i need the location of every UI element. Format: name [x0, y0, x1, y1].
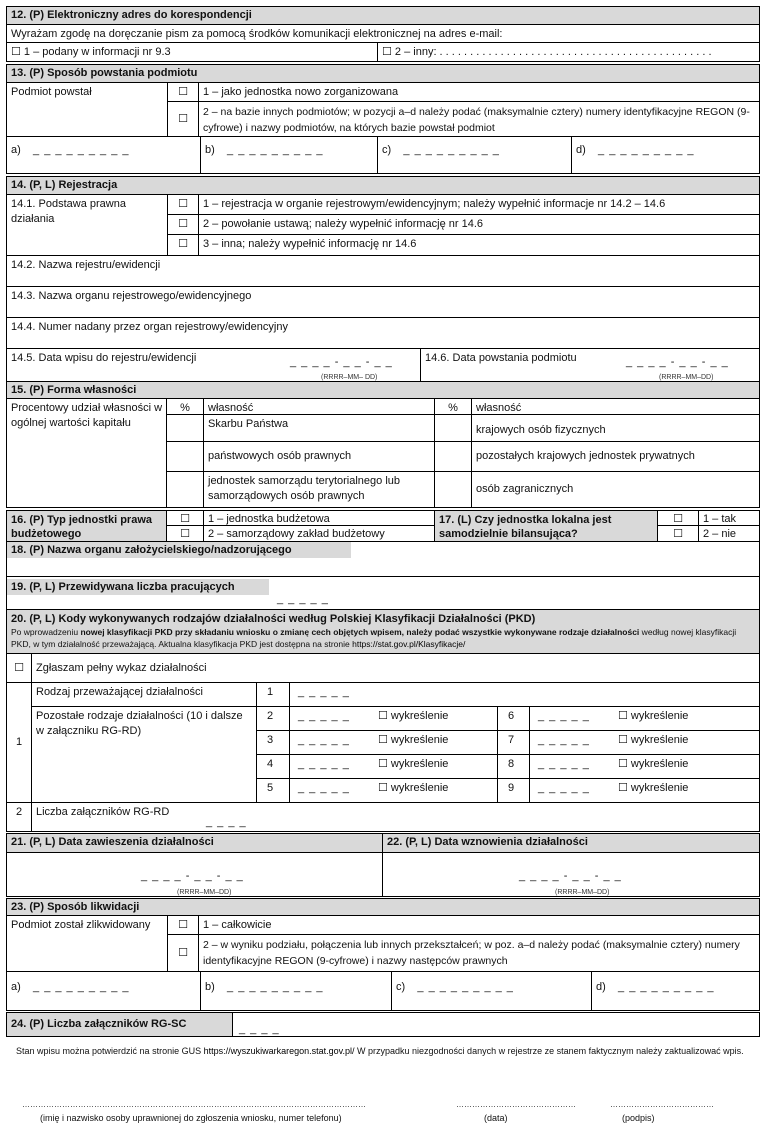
s20-code-3-dash: _ _ _ _ _: [298, 734, 350, 746]
s15-pct-header-1: [166, 398, 204, 415]
s15-row-5-text: pozostałych krajowych jednostek prywatnych: [476, 450, 695, 462]
s22-title: 22. (P, L) Data wznowienia działalności: [387, 836, 588, 848]
s17-opt2-text: 2 – nie: [703, 528, 737, 540]
pkd-link[interactable]: https://stat.gov.pl/Klasyfikacje/: [352, 639, 466, 649]
s20-code-2-dash: _ _ _ _ _: [298, 710, 350, 722]
checkbox-icon: ☐: [673, 528, 683, 540]
s20-note-2: według nowej klasyfikacji PKD, w tym działalność przeważającą. Aktualna klasyfikacja PKD jest dostępna na stronie: [11, 627, 737, 649]
s20-del-2[interactable]: ☐ wykreślenie: [378, 710, 449, 722]
s15-pct-header-2: [434, 398, 472, 415]
s20-code-1-number: [256, 682, 290, 707]
own-label: własność: [208, 402, 254, 414]
checkbox-icon: ☐: [178, 238, 188, 250]
s15-pct-input-6[interactable]: [434, 471, 472, 508]
s20-one: 1: [15, 736, 23, 748]
s20-num-6: [497, 706, 530, 731]
s13-b-label: b): [205, 144, 215, 156]
s12-opt2-label: ☐ 2 – inny: . . . . . . . . . . . . . . . . . . . . . . . . . . . . . . . . . . . . . . . . . . . . .: [382, 46, 712, 58]
s14-1-label: [6, 194, 168, 256]
s20-del-8[interactable]: ☐ wykreślenie: [618, 758, 689, 770]
checkbox-icon: ☐: [180, 513, 190, 525]
s15-pct-input-2[interactable]: [166, 441, 204, 472]
s14-opt1-text: 1 – rejestracja w organie rejestrowym/ewidencyjnym; należy wypełnić informacje nr 14.2 – 14.6: [203, 198, 666, 210]
s14-5-dash: _ _ _ _ - _ _ - _ _: [290, 356, 393, 368]
s16-opt1-text: 1 – jednostka budżetowa: [208, 513, 330, 525]
s14-2-text: 14.2. Nazwa rejestru/ewidencji: [11, 259, 161, 271]
s23-opt2: [198, 934, 760, 972]
s21-date-field[interactable]: [6, 852, 383, 897]
s14-3-field[interactable]: [6, 286, 760, 318]
signature-dots-name[interactable]: [22, 1100, 448, 1109]
s20-code-5-dash: _ _ _ _ _: [298, 782, 350, 794]
s14-6-text: 14.6. Data powstania podmiotu: [425, 352, 577, 364]
s15-pct-input-5[interactable]: [434, 441, 472, 472]
s20-num-4-text: 4: [267, 758, 274, 770]
s22-format: (RRRR–MM–DD): [555, 889, 610, 896]
checkbox-icon: ☐: [178, 198, 188, 210]
s20-num-4: [256, 754, 290, 779]
s20-code-7-field[interactable]: [529, 730, 760, 755]
s24-dash: _ _ _ _: [239, 1023, 280, 1035]
s17-opt1: [698, 510, 760, 526]
signature-dots-sign[interactable]: [610, 1100, 728, 1109]
s20-num-9: [497, 778, 530, 803]
s19-title: 19. (P, L) Przewidywana liczba pracujących: [11, 581, 235, 593]
s20-num-2: [256, 706, 290, 731]
s20-code-4-field[interactable]: [289, 754, 498, 779]
s23-b-dash: _ _ _ _ _ _ _ _ _: [227, 981, 324, 993]
s20-two: 2: [15, 806, 23, 818]
s14-4-field[interactable]: [6, 317, 760, 349]
s13-b-dash: _ _ _ _ _ _ _ _ _: [227, 144, 324, 156]
s15-row-3: [203, 471, 435, 508]
s14-title: 14. (P, L) Rejestracja: [11, 179, 118, 191]
s13-title: 13. (P) Sposób powstania podmiotu: [11, 67, 198, 79]
s16-title: 16. (P) Typ jednostki prawa budżetowego: [11, 514, 152, 540]
s15-row-1: [203, 414, 435, 442]
s15-label-text: Procentowy udział własności w ogólnej wartości kapitału: [11, 402, 163, 429]
s13-checkbox-1[interactable]: [167, 82, 199, 102]
s14-1-text: 14.1. Podstawa prawna działania: [11, 198, 126, 225]
s14-6-format: (RRRR–MM–DD): [659, 374, 714, 381]
s20-code-8-field[interactable]: [529, 754, 760, 779]
s15-row-2-text: państwowych osób prawnych: [208, 450, 352, 462]
s14-opt2-text: 2 – powołanie ustawą; należy wypełnić informację nr 14.6: [203, 218, 484, 230]
s23-opt1: [198, 915, 760, 935]
s15-own-header-2: [471, 398, 760, 415]
s22-dash: _ _ _ _ - _ _ - _ _: [519, 870, 622, 882]
s23-a-dash: _ _ _ _ _ _ _ _ _: [33, 981, 130, 993]
regon-link[interactable]: https://wyszukiwarkaregon.stat.gov.pl/: [203, 1046, 355, 1056]
pct-label: %: [180, 402, 190, 414]
s15-row-4-text: krajowych osób fizycznych: [476, 424, 606, 436]
s13-label-text: Podmiot powstał: [11, 86, 92, 98]
s14-checkbox-2[interactable]: [167, 214, 199, 235]
s23-checkbox-2[interactable]: [167, 934, 199, 972]
s23-header: [6, 898, 760, 916]
s20-main-label: [31, 682, 257, 707]
s15-row-2: [203, 441, 435, 472]
s20-main-text: Rodzaj przeważającej działalności: [36, 686, 203, 698]
s20-code-1-field[interactable]: [289, 682, 760, 707]
s20-note-bold: nowej klasyfikacji PKD przy składaniu wniosku o zmianę cech objętych wpisem, należy podać wszystkie wykonywane rodzaje działalności: [80, 627, 640, 637]
s13-header: [6, 64, 760, 83]
s23-field-c[interactable]: [391, 971, 592, 1011]
s20-del-7[interactable]: ☐ wykreślenie: [618, 734, 689, 746]
s12-title: 12. (P) Elektroniczny adres do korespondencji: [11, 9, 252, 21]
s23-field-b[interactable]: [200, 971, 392, 1011]
s14-opt2: [198, 214, 760, 235]
s20-header: [6, 609, 760, 654]
s20-title: 20. (P, L) Kody wykonywanych rodzajów działalności według Polskiej Klasyfikacji Działalności (PKD): [11, 613, 536, 625]
s18-title: 18. (P) Nazwa organu założycielskiego/nadzorującego: [11, 544, 292, 556]
s20-code-6-dash: _ _ _ _ _: [538, 710, 590, 722]
s23-field-d[interactable]: [591, 971, 760, 1011]
s23-checkbox-1[interactable]: [167, 915, 199, 935]
s14-6-dash: _ _ _ _ - _ _ - _ _: [626, 356, 729, 368]
s20-count-text: Liczba załączników RG-RD: [36, 806, 170, 818]
pct-label: %: [448, 402, 458, 414]
checkbox-icon: ☐: [178, 86, 188, 98]
dots-3: …………………………………: [610, 1100, 714, 1109]
s21-header: [6, 833, 383, 853]
s23-c-dash: _ _ _ _ _ _ _ _ _: [417, 981, 514, 993]
s15-title: 15. (P) Forma własności: [11, 384, 137, 396]
s16-opt2-text: 2 – samorządowy zakład budżetowy: [208, 528, 385, 540]
s15-pct-input-1[interactable]: [166, 414, 204, 442]
caption-date: [484, 1113, 508, 1123]
s22-date-field[interactable]: [382, 852, 760, 897]
s20-del-6[interactable]: ☐ wykreślenie: [618, 710, 689, 722]
s12-opt1-label: ☐ 1 – podany w informacji nr 9.3: [11, 46, 171, 58]
s15-label: [6, 398, 167, 508]
s14-opt1: [198, 194, 760, 215]
s13-field-d[interactable]: [571, 136, 760, 174]
s23-a-label: a): [11, 981, 21, 993]
s21-format: (RRRR–MM–DD): [177, 889, 232, 896]
s17-opt1-text: 1 – tak: [703, 513, 737, 525]
s16-checkbox-1[interactable]: [166, 510, 204, 526]
s23-d-label: d): [596, 981, 606, 993]
s13-opt1: [198, 82, 760, 102]
s23-opt2-text: 2 – w wyniku podziału, połączenia lub innych przekształceń; w poz. a–d należy podać (maksymalnie cztery) numery identyfikacyjne REGON (9-cyfrowe) i nazwy następców prawnych: [203, 939, 740, 967]
s20-code-5-field[interactable]: [289, 778, 498, 803]
s20-full-label: [31, 653, 760, 683]
checkbox-icon: ☐: [180, 528, 190, 540]
s21-dash: _ _ _ _ - _ _ - _ _: [141, 870, 244, 882]
s15-pct-input-3[interactable]: [166, 471, 204, 508]
s20-code-7-dash: _ _ _ _ _: [538, 734, 590, 746]
caption-signature: [622, 1113, 655, 1123]
s14-opt3: [198, 234, 760, 256]
s20-num-7: [497, 730, 530, 755]
s13-a-dash: _ _ _ _ _ _ _ _ _: [33, 144, 130, 156]
s16-checkbox-2[interactable]: [166, 525, 204, 542]
s23-d-dash: _ _ _ _ _ _ _ _ _: [618, 981, 715, 993]
s12-option-1[interactable]: [6, 42, 378, 62]
s20-code-6-field[interactable]: [529, 706, 760, 731]
footer-note: [16, 1045, 756, 1058]
s12-consent: [6, 24, 760, 43]
s24-title: 24. (P) Liczba załączników RG-SC: [11, 1018, 187, 1030]
caption-name-text: (imię i nazwisko osoby uprawnionej do zgłoszenia wniosku, numer telefonu): [40, 1113, 342, 1123]
s20-num-5-text: 5: [267, 782, 274, 794]
s14-opt3-text: 3 – inna; należy wypełnić informację nr 14.6: [203, 238, 417, 250]
s14-3-text: 14.3. Nazwa organu rejestrowego/ewidencyjnego: [11, 290, 252, 302]
s23-label-text: Podmiot został zlikwidowany: [11, 919, 151, 931]
caption-date-text: (data): [484, 1113, 508, 1123]
s20-code-4-dash: _ _ _ _ _: [298, 758, 350, 770]
s20-code-8-dash: _ _ _ _ _: [538, 758, 590, 770]
s23-label: [6, 915, 168, 972]
signature-dots-date[interactable]: [456, 1100, 582, 1109]
s20-code-1-num: 1: [267, 686, 274, 698]
s13-opt1-text: 1 – jako jednostka nowo zorganizowana: [203, 86, 399, 98]
s13-field-c[interactable]: [377, 136, 572, 174]
s15-row-5: [471, 441, 760, 472]
s15-row-1-text: Skarbu Państwa: [208, 418, 289, 430]
s23-title: 23. (P) Sposób likwidacji: [11, 901, 140, 913]
s15-row-6: [471, 471, 760, 508]
s14-5-field[interactable]: [6, 348, 421, 382]
own-label: własność: [476, 402, 522, 414]
s20-code-2-field[interactable]: [289, 706, 498, 731]
footer-text-2: W przypadku niezgodności danych w rejestrze ze stanem faktycznym należy zaktualizować wpis.: [354, 1046, 744, 1056]
s13-field-b[interactable]: [200, 136, 378, 174]
s20-del-5[interactable]: ☐ wykreślenie: [378, 782, 449, 794]
s20-count-field[interactable]: [31, 802, 760, 832]
s20-num-3-text: 3: [267, 734, 274, 746]
s13-checkbox-2[interactable]: [167, 101, 199, 137]
checkbox-icon: ☐: [178, 218, 188, 230]
s12-option-2[interactable]: [377, 42, 760, 62]
s23-c-label: c): [396, 981, 406, 993]
s24-field[interactable]: [232, 1012, 760, 1037]
s12-header: [6, 6, 760, 25]
s17-checkbox-2[interactable]: [657, 525, 699, 542]
s13-d-dash: _ _ _ _ _ _ _ _ _: [598, 144, 695, 156]
caption-name: [40, 1113, 342, 1123]
s14-checkbox-3[interactable]: [167, 234, 199, 256]
s20-other-text: Pozostałe rodzaje działalności (10 i dalsze w załączniku RG-RD): [36, 710, 243, 737]
s14-6-field[interactable]: [420, 348, 760, 382]
s20-code-9-field[interactable]: [529, 778, 760, 803]
s16-opt2: [203, 525, 435, 542]
s20-del-4[interactable]: ☐ wykreślenie: [378, 758, 449, 770]
s18-header: [7, 542, 351, 558]
s17-header: [434, 510, 658, 542]
s14-5-format: (RRRR–MM– DD): [321, 374, 378, 381]
dots-2: ………………………………………: [456, 1100, 576, 1109]
s23-b-label: b): [205, 981, 215, 993]
s15-row-3-text: jednostek samorządu terytorialnego lub samorządowych osób prawnych: [208, 475, 401, 502]
s13-opt2-text: 2 – na bazie innych podmiotów; w pozycji a–d należy podać (maksymalnie cztery) numery identyfikacyjne REGON (9-cyfrowe) i nazwy podmiotów, na których bazie powstał podmiot: [203, 106, 750, 134]
s13-field-a[interactable]: [6, 136, 201, 174]
s20-del-3[interactable]: ☐ wykreślenie: [378, 734, 449, 746]
s13-label: [6, 82, 168, 137]
s13-d-label: d): [576, 144, 586, 156]
s14-header: [6, 176, 760, 195]
s20-num-3: [256, 730, 290, 755]
checkbox-icon: ☐: [14, 662, 24, 674]
s20-note-1: Po wprowadzeniu: [11, 627, 81, 637]
s20-other-label: [31, 706, 257, 803]
caption-signature-text: (podpis): [622, 1113, 655, 1123]
s17-title: 17. (L) Czy jednostka lokalna jest samodzielnie bilansująca?: [439, 514, 612, 540]
s19-dash: _ _ _ _ _: [277, 593, 329, 605]
s14-2-field[interactable]: [6, 255, 760, 287]
s20-code-9-dash: _ _ _ _ _: [538, 782, 590, 794]
s13-a-label: a): [11, 144, 21, 156]
s22-header: [382, 833, 760, 853]
s20-full-text: Zgłaszam pełny wykaz działalności: [36, 662, 207, 674]
s20-code-3-field[interactable]: [289, 730, 498, 755]
s21-title: 21. (P, L) Data zawieszenia działalności: [11, 836, 214, 848]
s20-note: [11, 626, 755, 650]
s20-row-2-number: [6, 802, 32, 832]
s15-header: [6, 381, 760, 399]
s23-field-a[interactable]: [6, 971, 201, 1011]
s17-checkbox-1[interactable]: [657, 510, 699, 526]
s20-del-9[interactable]: ☐ wykreślenie: [618, 782, 689, 794]
checkbox-icon: ☐: [673, 513, 683, 525]
dots-1: …………………………………………………………………………………………………………………: [22, 1100, 366, 1109]
s15-own-header-1: [203, 398, 435, 415]
s20-num-8-text: 8: [508, 758, 515, 770]
s13-opt2: [198, 101, 760, 137]
checkbox-icon: ☐: [178, 113, 188, 125]
s15-pct-input-4[interactable]: [434, 414, 472, 442]
s16-opt1: [203, 510, 435, 526]
s13-c-label: c): [382, 144, 392, 156]
checkbox-icon: ☐: [178, 919, 188, 931]
s20-full-checkbox[interactable]: [6, 653, 32, 683]
checkbox-icon: ☐: [178, 947, 188, 959]
s20-num-7-text: 7: [508, 734, 515, 746]
s20-num-2-text: 2: [267, 710, 274, 722]
s24-header: [6, 1012, 233, 1037]
s17-opt2: [698, 525, 760, 542]
s20-count-dash: _ _ _ _: [206, 816, 247, 828]
footer-text-1: Stan wpisu można potwierdzić na stronie GUS: [16, 1046, 204, 1056]
s20-num-5: [256, 778, 290, 803]
s20-row-1-number: [6, 682, 32, 803]
s19-field[interactable]: [6, 576, 760, 610]
s12-consent-text: Wyrażam zgodę na doręczanie pism za pomocą środków komunikacji elektronicznej na adres e-mail:: [11, 28, 503, 40]
s18-field[interactable]: [6, 541, 760, 577]
s14-4-text: 14.4. Numer nadany przez organ rejestrowy/ewidencyjny: [11, 321, 288, 333]
s20-num-6-text: 6: [508, 710, 515, 722]
s13-c-dash: _ _ _ _ _ _ _ _ _: [403, 144, 500, 156]
s20-num-9-text: 9: [508, 782, 515, 794]
s19-header: [7, 579, 269, 595]
s16-header: [6, 510, 167, 542]
s15-row-4: [471, 414, 760, 442]
s20-num-8: [497, 754, 530, 779]
s14-checkbox-1[interactable]: [167, 194, 199, 215]
s14-5-text: 14.5. Data wpisu do rejestru/ewidencji: [11, 352, 197, 364]
s15-row-6-text: osób zagranicznych: [476, 483, 574, 495]
s23-opt1-text: 1 – całkowicie: [203, 919, 272, 931]
s20-code-1-dash: _ _ _ _ _: [298, 686, 350, 698]
